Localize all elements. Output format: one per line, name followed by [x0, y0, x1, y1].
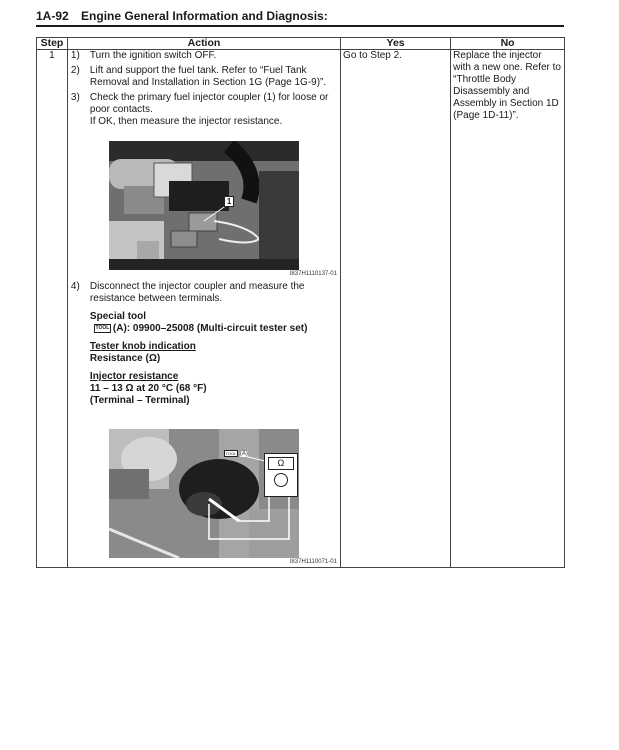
special-tool-block — [90, 311, 338, 335]
injector-resistance-block — [90, 371, 338, 407]
tool-callout: TOOL (A) — [225, 451, 248, 458]
coupler-illustration — [109, 141, 299, 270]
table-header-row — [37, 38, 565, 50]
special-tool-title: Special tool — [89, 311, 147, 322]
action-item: 2) Lift and support the fuel tank. Refer to “Fuel Tank Removal and Installation in Section 1G (Page 1G-9)”. — [70, 65, 327, 88]
figure-code: I837H1110071-01 — [289, 559, 337, 565]
injector-resistance-terminals: (Terminal – Terminal) — [89, 395, 190, 406]
diagnosis-table — [36, 37, 565, 568]
action-item: 4) Disconnect the injector coupler and measure the resistance between terminals. — [70, 281, 305, 304]
special-tool-value: (A): 09900–25008 (Multi-circuit tester set) — [112, 323, 308, 334]
header-rule — [36, 25, 564, 27]
col-yes: Yes — [341, 38, 451, 50]
photo-resistance-measurement — [109, 429, 299, 558]
figure-resistance-measurement — [109, 429, 337, 566]
step-number: 1 — [37, 50, 68, 568]
no-cell: Replace the injector with a new one. Refer to “Throttle Body Disassembly and Assembly in Section 1D (Page 1D-11)”. — [451, 50, 565, 568]
col-no: No — [451, 38, 565, 50]
action-cell — [67, 50, 340, 568]
meter-display: Ω — [268, 457, 294, 470]
tool-icon: TOOL — [95, 324, 110, 331]
col-step: Step — [37, 38, 68, 50]
action-item: 1) Turn the ignition switch OFF. — [70, 50, 217, 61]
tool-icon: TOOL — [225, 451, 237, 456]
table-row — [37, 50, 565, 568]
action-item: 3) Check the primary fuel injector coupler (1) for loose or poor contacts. If OK, then measure the injector resistance. — [70, 92, 329, 127]
col-action: Action — [67, 38, 340, 50]
tester-knob-title: Tester knob indication — [89, 341, 196, 352]
injector-resistance-value: 11 – 13 Ω at 20 °C (68 °F) — [89, 383, 207, 394]
injector-resistance-title: Injector resistance — [89, 371, 179, 382]
page-header — [36, 9, 564, 23]
multimeter-icon — [264, 453, 298, 497]
tester-knob-block — [90, 341, 338, 365]
yes-cell: Go to Step 2. — [341, 50, 451, 568]
photo-injector-coupler — [109, 141, 299, 270]
meter-dial — [274, 473, 288, 487]
figure-injector-coupler — [109, 141, 337, 278]
page-number: 1A-92 — [36, 9, 69, 23]
callout-1: 1 — [224, 196, 234, 207]
section-title: Engine General Information and Diagnosis: — [81, 9, 328, 23]
tester-knob-value: Resistance (Ω) — [89, 353, 161, 364]
figure-code: I837H1110137-01 — [289, 271, 337, 277]
